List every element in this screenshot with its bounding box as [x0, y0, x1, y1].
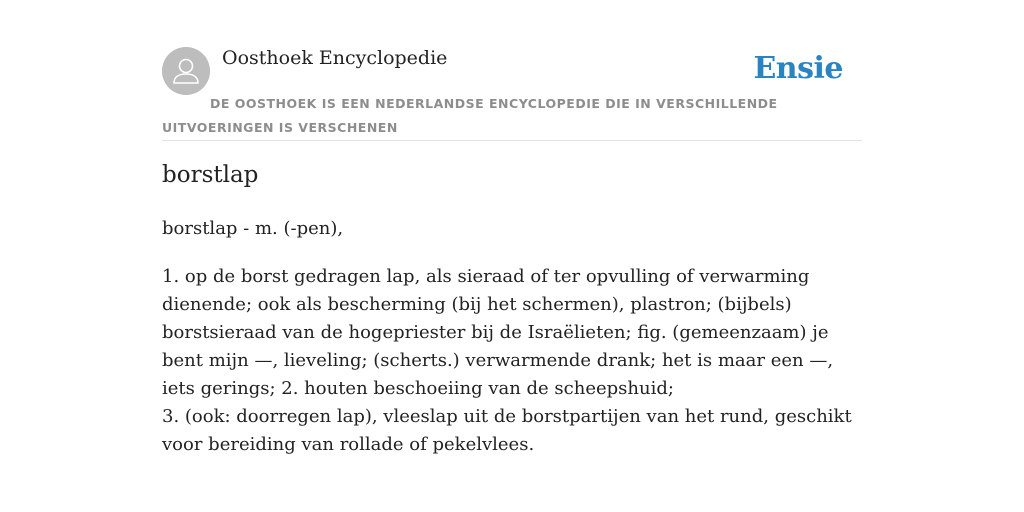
definition-paragraph-1: 1. op de borst gedragen lap, als sieraad of ter opvulling of verwarming dienende; ook als bescherming (bij het schermen), plastron; (bijbels) borstsieraad van de hogepriester bij de Israëlieten; fig. (gemeenzaam) je bent mijn —, lieveling; (scherts.) verwarmende drank; het is maar een —, iets gerings; 2. houten beschoeiing van de scheepshuid;	[162, 266, 834, 399]
site-tagline: DE OOSTHOEK IS EEN NEDERLANDSE ENCYCLOPEDIE DIE IN VERSCHILLENDE UITVOERINGEN IS VERSCHENEN	[162, 96, 778, 135]
entry-definition	[162, 263, 862, 459]
definition-paragraph-2: 3. (ook: doorregen lap), vleeslap uit de borstpartijen van het rund, geschikt voor bereiding van rollade of pekelvlees.	[162, 406, 852, 455]
site-header	[162, 46, 862, 141]
page-title: borstlap	[162, 162, 259, 188]
site-name[interactable]: Oosthoek Encyclopedie	[222, 47, 448, 69]
brand-logo[interactable]: Ensie	[753, 51, 843, 86]
entry-headword: borstlap - m. (-pen),	[162, 218, 344, 239]
user-icon[interactable]	[162, 47, 210, 95]
